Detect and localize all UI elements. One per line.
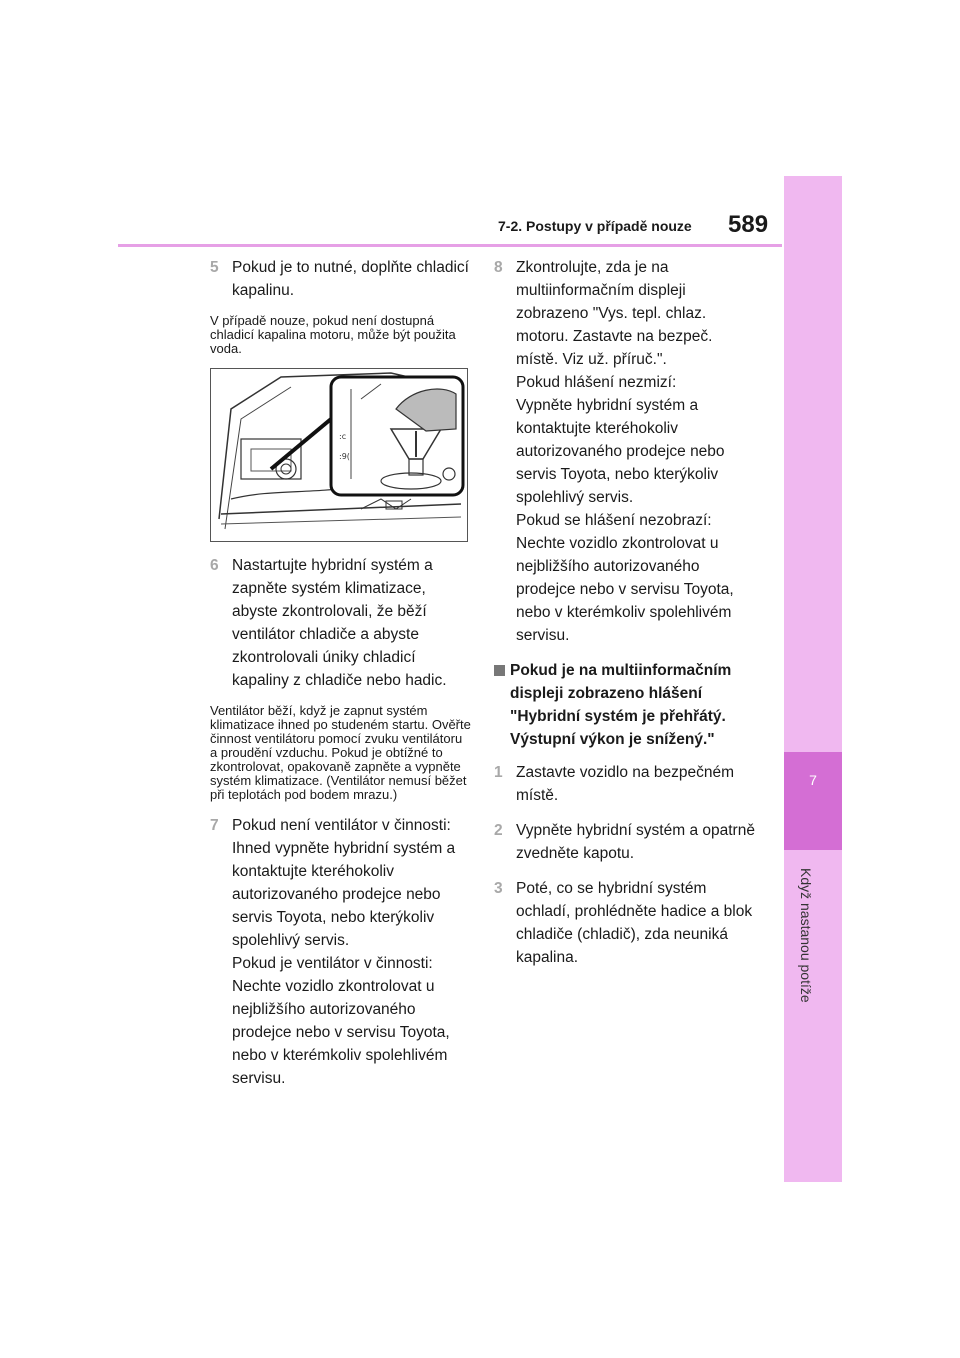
step-number: 1 <box>494 764 503 781</box>
step-7 <box>210 814 472 1090</box>
step-text: Pokud není ventilátor v činnosti: <box>232 817 451 834</box>
heading-text: Pokud je na multiinformačním displeji zobrazeno hlášení "Hybridní systém je přehřátý. Výstupní výkon je snížený." <box>510 662 732 748</box>
coolant-refill-illustration <box>210 368 468 542</box>
step-6 <box>210 554 472 692</box>
step-text: Zkontrolujte, zda je na multiinformačním displeji zobrazeno "Vys. tepl. chlaz. motoru. Zastavte na bezpeč. místě. Viz už. příruč.". <box>516 259 713 368</box>
step-1 <box>494 761 756 807</box>
step-number: 3 <box>494 880 503 897</box>
step-text: Nechte vozidlo zkontrolovat u nejbližšího autorizovaného prodejce nebo v servisu Toyota, nebo v kterémkoliv spolehlivém servisu. <box>516 535 734 644</box>
step-3 <box>494 877 756 969</box>
step-text: Pokud je ventilátor v činnosti: <box>232 955 433 972</box>
step-number: 8 <box>494 259 503 276</box>
step-5 <box>210 256 472 302</box>
step-number: 2 <box>494 822 503 839</box>
step-text: Vypněte hybridní systém a opatrně zvedněte kapotu. <box>516 822 755 862</box>
left-column <box>210 256 472 1102</box>
step-text: Nechte vozidlo zkontrolovat u nejbližšího autorizovaného prodejce nebo v servisu Toyota, nebo v kterémkoliv spolehlivém servisu. <box>232 978 450 1087</box>
page-number: 589 <box>728 211 769 238</box>
step-2 <box>494 819 756 865</box>
step-text: Vypněte hybridní systém a kontaktujte kteréhokoliv autorizovaného prodejce nebo servis Toyota, nebo kterýkoliv spolehlivý servis. <box>516 397 725 506</box>
svg-text::c: :c <box>339 432 347 441</box>
step-number: 5 <box>210 259 219 276</box>
chapter-side-tab <box>784 176 842 1182</box>
chapter-number: 7 <box>809 772 817 788</box>
step-text: Zastavte vozidlo na bezpečném místě. <box>516 764 734 804</box>
svg-text::9(: :9( <box>339 452 350 461</box>
header-divider <box>118 244 782 247</box>
step-8 <box>494 256 756 647</box>
engine-bay-drawing <box>211 369 467 541</box>
step-text: Ihned vypněte hybridní systém a kontaktujte kteréhokoliv autorizovaného prodejce nebo servis Toyota, nebo kterýkoliv spolehlivý servis. <box>232 840 456 949</box>
section-heading <box>494 659 756 751</box>
section-title: 7-2. Postupy v případě nouze <box>498 218 692 234</box>
note-text: V případě nouze, pokud není dostupná chladicí kapalina motoru, může být použita voda. <box>210 313 456 356</box>
step-text: Nastartujte hybridní systém a zapněte systém klimatizace, abyste zkontrolovali, že běží ventilátor chladiče a abyste zkontrolovali úniky chladicí kapaliny z chladiče nebo hadic. <box>232 557 447 689</box>
right-column <box>494 256 756 981</box>
step-text: Pokud je to nutné, doplňte chladicí kapalinu. <box>232 259 469 299</box>
step-text: Pokud se hlášení nezobrazí: <box>516 512 712 529</box>
step-number: 6 <box>210 557 219 574</box>
note-text: Ventilátor běží, když je zapnut systém klimatizace ihned po studeném startu. Ověřte činnost ventilátoru pomocí zvuku ventilátoru a proudění vzduchu. Pokud je obtížné to zkontrolovat, opakovaně zapněte a vypněte systém klimatizace. (Ventilátor nemusí běžet při teplotách pod bodem mrazu.) <box>210 703 471 802</box>
step-text: Poté, co se hybridní systém ochladí, prohlédněte hadice a blok chladiče (chladič), zda neuniká kapalina. <box>516 880 753 966</box>
chapter-title: Když nastanou potíže <box>798 868 814 1003</box>
step-text: Pokud hlášení nezmizí: <box>516 374 677 391</box>
square-bullet-icon <box>494 665 505 676</box>
chapter-number-box <box>784 752 842 850</box>
step-number: 7 <box>210 817 219 834</box>
